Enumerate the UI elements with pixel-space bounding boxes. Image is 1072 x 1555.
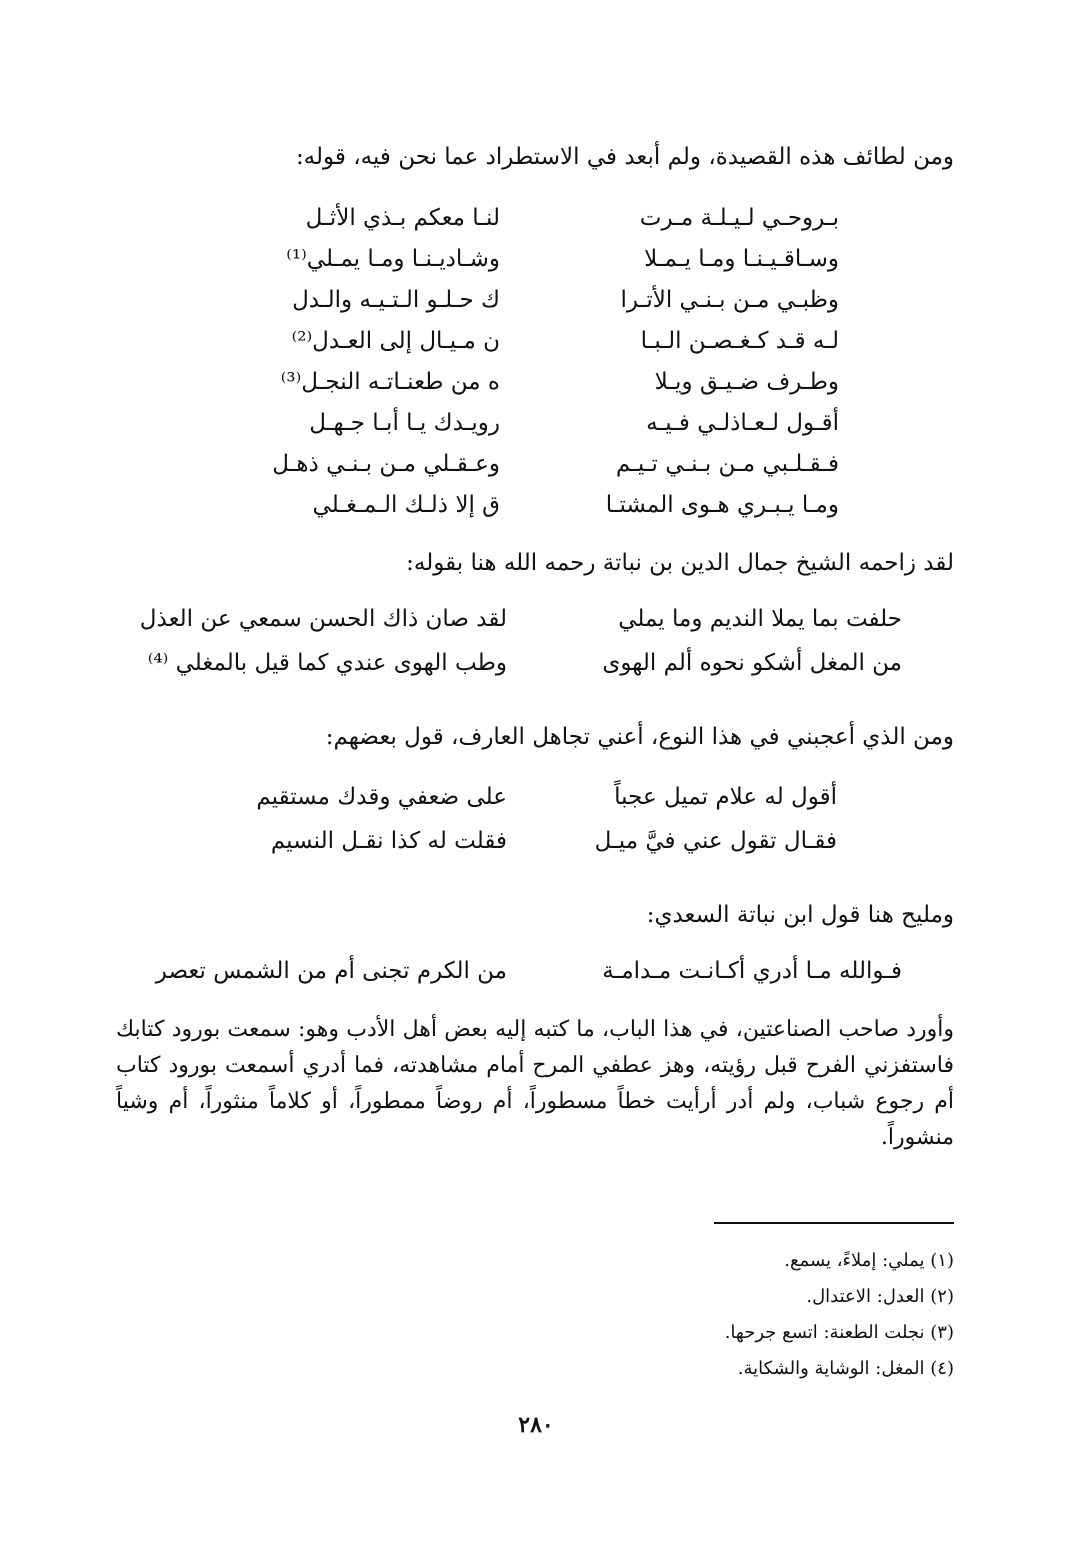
verse-hemistich-second: من الكرم تجنى أم من الشمس تعصر	[155, 958, 507, 984]
verse-hemistich-second: وشـاديـنـا ومـا يمـلي⁽¹⁾	[286, 246, 500, 272]
verse-hemistich-second: ق إلا ذلـك الـمـغـلي	[312, 492, 500, 518]
verse-hemistich-second: لنـا معكم بـذي الأثـل	[305, 205, 500, 231]
intro-line-1: ومن لطائف هذه القصيدة، ولم أبعد في الاستطراد عما نحن فيه، قوله:	[295, 144, 954, 170]
verse-hemistich-first: ومـا يـبـري هـوى المشتـا	[605, 492, 839, 518]
verse-hemistich-first: لـه قـد كـغـصـن الـبـا	[640, 328, 839, 354]
verse-hemistich-first: وسـاقـيـنـا ومـا يـمـلا	[644, 246, 839, 272]
footnote-3: (٣) نجلت الطعنة: اتسع جرحها.	[724, 1322, 954, 1343]
verse-hemistich-first: أقـول لـعـاذلـي فـيـه	[646, 410, 839, 436]
verse-hemistich-first: فـقـلـبي مـن بـنـي تـيـم	[615, 451, 839, 477]
footnote-4: (٤) المغل: الوشاية والشكاية.	[737, 1358, 954, 1379]
footnote-1: (١) يملي: إملاءً، يسمع.	[784, 1250, 954, 1271]
intro-line-2: لقد زاحمه الشيخ جمال الدين بن نباتة رحمه الله هنا بقوله:	[406, 550, 954, 576]
verse-hemistich-second: فقلت له كذا نقـل النسيم	[270, 828, 507, 854]
verse-hemistich-second: ن مـيـال إلى العـدل⁽²⁾	[291, 328, 500, 354]
verse-hemistich-first: أقول له علام تميل عجباً	[614, 784, 837, 810]
footnote-divider	[714, 1222, 954, 1224]
verse-hemistich-first: وطـرف ضـيـق ويـلا	[654, 369, 839, 395]
verse-hemistich-first: من المغل أشكو نحوه ألم الهوى	[602, 650, 902, 676]
footnote-2: (٢) العدل: الاعتدال.	[806, 1286, 954, 1307]
page-number: ٢٨٠	[518, 1412, 554, 1438]
verse-hemistich-second: وطب الهوى عندي كما قيل بالمغلي ⁽⁴⁾	[147, 650, 507, 676]
verse-hemistich-first: وظبـي مـن بـنـي الأتـرا	[620, 287, 839, 313]
verse-hemistich-second: رويـدك يـا أبـا جـهـل	[309, 410, 500, 436]
intro-line-4: ومليح هنا قول ابن نباتة السعدي:	[646, 902, 954, 928]
verse-hemistich-first: حلفت بما يملا النديم وما يملي	[618, 606, 902, 632]
verse-hemistich-second: على ضعفي وقدك مستقيم	[256, 784, 507, 810]
verse-hemistich-second: لقد صان ذاك الحسن سمعي عن العذل	[139, 606, 507, 632]
prose-paragraph: وأورد صاحب الصناعتين، في هذا الباب، ما كتبه إليه بعض أهل الأدب وهو: سمعت بورود كتابك فاستفزني الفرح قبل رؤيته، وهز عطفي المرح أمام مشاهدته، فما أدري أسمعت بورود كتاب أم رجوع شباب، ولم أدر أرأيت خطاً مسطوراً، أم روضاً ممطوراً، أو كلاماً منثوراً، أم وشياً منشوراً.	[116, 1017, 954, 1150]
verse-hemistich-second: وعـقـلي مـن بـنـي ذهـل	[272, 451, 500, 477]
intro-line-3: ومن الذي أعجبني في هذا النوع، أعني تجاهل العارف، قول بعضهم:	[325, 724, 954, 750]
verse-hemistich-first: فقـال تقول عني فيَّ ميـل	[594, 828, 837, 854]
verse-hemistich-first: بـروحـي لـيـلـة مـرت	[639, 205, 839, 231]
verse-hemistich-second: ه من طعنـاتـه النجـل⁽³⁾	[280, 369, 500, 395]
verse-hemistich-first: فـوالله مـا أدري أكـانـت مـدامـة	[602, 958, 902, 984]
verse-hemistich-second: ك حـلـو الـتـيـه والـدل	[292, 287, 500, 313]
